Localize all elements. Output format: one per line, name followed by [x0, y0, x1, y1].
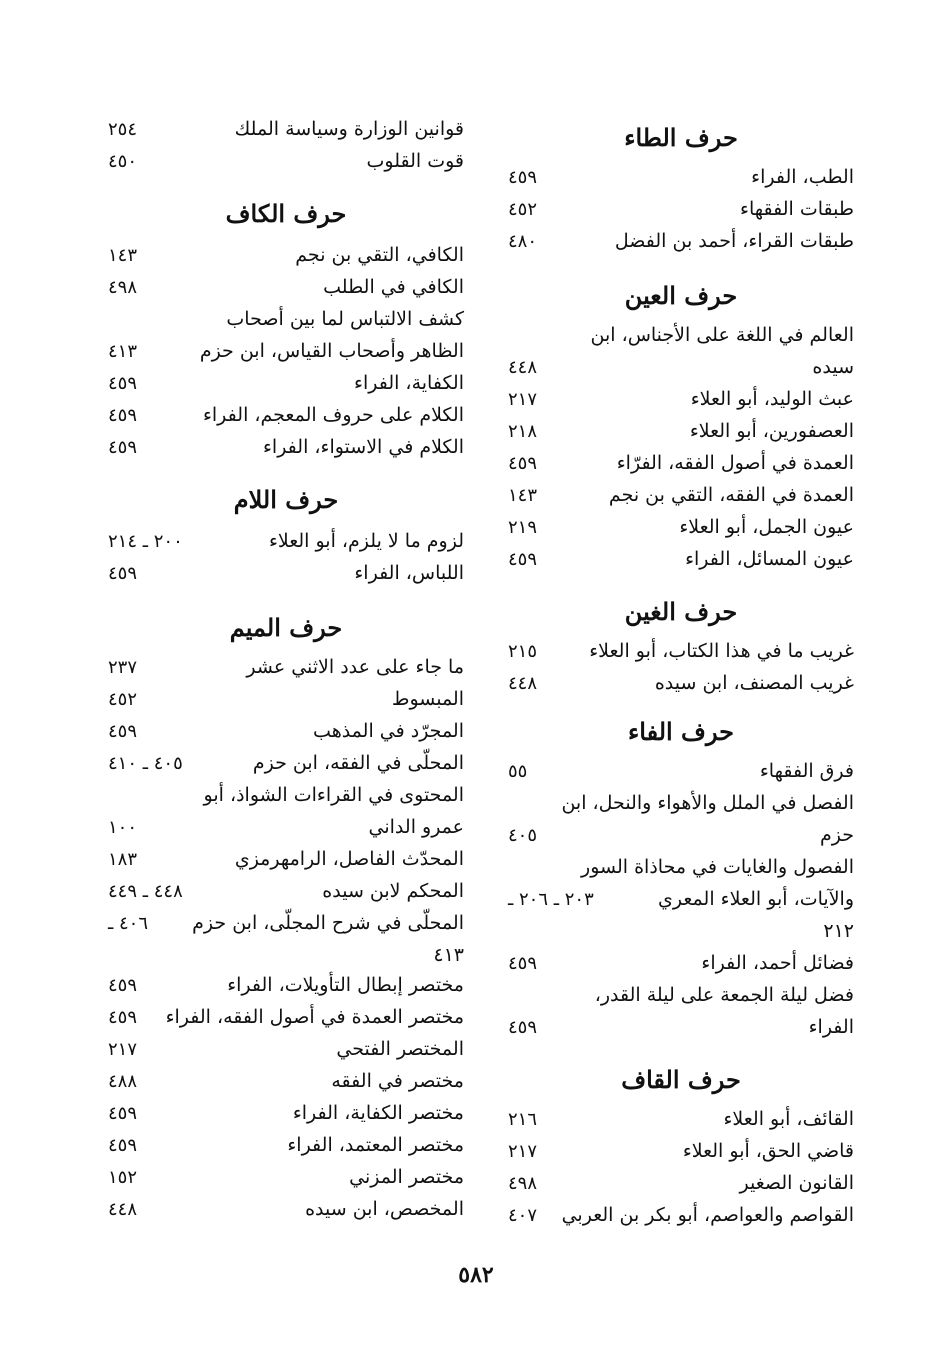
index-entry: [508, 1168, 854, 1199]
index-entry: [508, 480, 854, 511]
index-entry: [108, 304, 464, 335]
entry-pages: ٤٩٨: [508, 1173, 538, 1194]
entry-pages: ٤٥٢: [508, 199, 538, 220]
entry-pages: ٢١٦: [508, 1109, 538, 1130]
entry-title: قوت القلوب: [366, 150, 464, 172]
entry-pages: ٤٨٠: [508, 231, 538, 252]
index-entry: [108, 1130, 464, 1161]
index-entry: [508, 1200, 854, 1231]
entry-title: المحتوى في القراءات الشواذ، أبو: [203, 784, 464, 806]
entry-pages: ٤٠٥ ـ ٤١٠: [108, 753, 183, 774]
index-entry: [508, 788, 854, 819]
entry-title: مختصر المعتمد، الفراء: [287, 1134, 464, 1156]
entry-title: عيون الجمل، أبو العلاء: [679, 516, 854, 538]
entry-pages: ٤٥٠: [108, 151, 138, 172]
section-heading: حرف الكاف: [225, 199, 347, 228]
page-number: ٥٨٢: [458, 1262, 494, 1288]
index-entry: [108, 908, 464, 939]
index-entry: [108, 558, 464, 589]
entry-pages: ٤٥٩: [108, 975, 138, 996]
entry-pages: ٤٥٢: [108, 689, 138, 710]
entry-pages: ٢١٩: [508, 517, 538, 538]
entry-title: الفصول والغايات في محاذاة السور: [581, 856, 854, 878]
index-entry: [508, 1136, 854, 1167]
entry-title: العمدة في الفقه، التقي بن نجم: [608, 484, 854, 506]
index-entry: [108, 432, 464, 463]
entry-title: مختصر المزني: [349, 1166, 464, 1188]
entry-title: ٤١٣: [433, 944, 464, 966]
entry-title: الكلام في الاستواء، الفراء: [262, 436, 464, 458]
entry-title: العصفورين، أبو العلاء: [689, 420, 854, 442]
entry-pages: ٥٥: [508, 761, 528, 782]
entry-pages: ٢١٥: [508, 641, 538, 662]
entry-pages: ٢١٨: [508, 421, 538, 442]
index-entry: [508, 668, 854, 699]
index-entry: [508, 884, 854, 915]
index-entry: [108, 780, 464, 811]
entry-title: مختصر العمدة في أصول الفقه، الفراء: [165, 1006, 464, 1028]
entry-pages: ٤٥٩: [108, 563, 138, 584]
index-entry: [508, 320, 854, 351]
entry-title: ما جاء على عدد الاثني عشر: [246, 656, 464, 678]
index-entry: [108, 652, 464, 683]
entry-pages: ٤٥٩: [108, 373, 138, 394]
entry-title: مختصر في الفقه: [331, 1070, 464, 1092]
entry-title: عيون المسائل، الفراء: [685, 548, 854, 570]
index-entry: [108, 716, 464, 747]
entry-title: الفصل في الملل والأهواء والنحل، ابن: [561, 792, 854, 814]
entry-title: القائف، أبو العلاء: [723, 1108, 854, 1130]
entry-title: الكافي في الطلب: [323, 276, 464, 298]
index-entry: [508, 384, 854, 415]
entry-pages: ٢١٧: [508, 1141, 538, 1162]
entry-title: غريب ما في هذا الكتاب، أبو العلاء: [589, 640, 854, 662]
entry-pages: ٤٥٩: [508, 1017, 538, 1038]
entry-pages: ٤٤٨: [508, 357, 538, 378]
section-heading: حرف الفاء: [627, 717, 735, 746]
index-entry: [508, 756, 854, 787]
entry-title: فضل ليلة الجمعة على ليلة القدر،: [594, 984, 854, 1006]
entry-title: فرق الفقهاء: [759, 760, 854, 782]
section-heading: حرف العين: [624, 281, 738, 310]
entry-pages: ٤٤٨ ـ ٤٤٩: [108, 881, 183, 902]
entry-pages: ٤٠٧: [508, 1205, 538, 1226]
index-entry: [108, 146, 464, 177]
entry-pages: ٤٥٩: [108, 1007, 138, 1028]
entry-pages: ١٠٠: [108, 817, 138, 838]
entry-pages: ٤٥٩: [108, 1103, 138, 1124]
entry-pages: ٤٤٨: [508, 673, 538, 694]
entry-title: لزوم ما لا يلزم، أبو العلاء: [268, 530, 464, 552]
entry-pages: ٢٥٤: [108, 119, 138, 140]
entry-pages: ٤٥٩: [108, 437, 138, 458]
index-entry: [108, 940, 464, 971]
index-entry: [108, 400, 464, 431]
entry-title: حزم: [820, 824, 854, 846]
entry-pages: ٢٠٠ ـ ٢١٤: [108, 531, 183, 552]
index-entry: [108, 272, 464, 303]
entry-pages: ٤٥٩: [508, 549, 538, 570]
entry-title: الكلام على حروف المعجم، الفراء: [202, 404, 464, 426]
index-entry: [508, 512, 854, 543]
entry-pages: ٢١٧: [508, 389, 538, 410]
index-entry: [508, 980, 854, 1011]
entry-title: المحكم لابن سيده: [322, 880, 464, 902]
entry-pages: ٤١٣: [108, 341, 138, 362]
index-entry: [108, 1098, 464, 1129]
index-entry: [108, 684, 464, 715]
index-entry: [508, 544, 854, 575]
index-entry: [508, 916, 854, 947]
index-entry: [508, 948, 854, 979]
index-entry: [508, 448, 854, 479]
index-entry: [508, 226, 854, 257]
index-entry: [108, 1162, 464, 1193]
entry-pages: ٤٥٩: [508, 953, 538, 974]
index-entry: [108, 1002, 464, 1033]
entry-pages: ٤٠٥: [508, 825, 538, 846]
entry-title: طبقات القراء، أحمد بن الفضل: [614, 230, 854, 252]
entry-title: الظاهر وأصحاب القياس، ابن حزم: [199, 340, 464, 362]
index-entry: [108, 240, 464, 271]
entry-pages: ٢١٧: [108, 1039, 138, 1060]
section-heading: حرف اللام: [233, 485, 339, 514]
entry-pages: ٤٥٩: [108, 1135, 138, 1156]
entry-title: سيده: [812, 356, 854, 378]
section-heading: حرف القاف: [621, 1065, 741, 1094]
entry-pages: ١٥٢: [108, 1167, 138, 1188]
index-entry: [508, 416, 854, 447]
index-entry: [508, 194, 854, 225]
entry-title: طبقات الفقهاء: [740, 198, 854, 220]
index-entry: [108, 1066, 464, 1097]
entry-title: قاضي الحق، أبو العلاء: [682, 1140, 854, 1162]
index-entry: [508, 352, 854, 383]
section-heading: حرف الميم: [229, 613, 343, 642]
index-entry: [108, 114, 464, 145]
entry-pages: ١٨٣: [108, 849, 138, 870]
index-entry: [108, 876, 464, 907]
entry-pages: ٤٥٩: [108, 405, 138, 426]
entry-title: والآيات، أبو العلاء المعري: [658, 888, 854, 910]
index-entry: [108, 748, 464, 779]
section-heading: حرف الطاء: [624, 123, 738, 152]
entry-title: فضائل أحمد، الفراء: [701, 952, 854, 974]
entry-title: الطب، الفراء: [751, 166, 854, 188]
entry-title: اللباس، الفراء: [354, 562, 464, 584]
entry-title: القانون الصغير: [739, 1172, 854, 1194]
index-entry: [508, 162, 854, 193]
entry-pages: ١٤٣: [108, 245, 138, 266]
entry-title: المحلّى في شرح المجلّى، ابن حزم: [192, 912, 464, 934]
entry-title: مختصر الكفاية، الفراء: [292, 1102, 464, 1124]
index-entry: [108, 812, 464, 843]
entry-title: المخصص، ابن سيده: [305, 1198, 464, 1220]
entry-pages: ٤٥٩: [508, 453, 538, 474]
entry-title: قوانين الوزارة وسياسة الملك: [234, 118, 464, 140]
index-entry: [508, 852, 854, 883]
entry-pages: ٤٤٨: [108, 1199, 138, 1220]
entry-pages: ٤٥٩: [108, 721, 138, 742]
entry-pages: ٤٩٨: [108, 277, 138, 298]
index-entry: [108, 368, 464, 399]
index-entry: [508, 1012, 854, 1043]
entry-title: ٢١٢: [823, 920, 854, 942]
index-entry: [108, 1034, 464, 1065]
entry-pages: ٤٠٦ ـ: [108, 913, 149, 934]
entry-title: المحدّث الفاصل، الرامهرمزي: [234, 848, 464, 870]
entry-title: مختصر إبطال التأويلات، الفراء: [227, 974, 464, 996]
entry-title: المجرّد في المذهب: [313, 720, 464, 742]
index-entry: [508, 636, 854, 667]
entry-title: العمدة في أصول الفقه، الفرّاء: [616, 452, 854, 474]
entry-title: كشف الالتباس لما بين أصحاب: [226, 308, 464, 330]
entry-pages: ٢٣٧: [108, 657, 138, 678]
entry-pages: ١٤٣: [508, 485, 538, 506]
index-entry: [108, 526, 464, 557]
entry-title: المبسوط: [391, 688, 464, 710]
index-entry: [108, 336, 464, 367]
entry-title: المختصر الفتحي: [336, 1038, 464, 1060]
entry-pages: ٤٥٩: [508, 167, 538, 188]
index-entry: [508, 1104, 854, 1135]
entry-pages: ٤٨٨: [108, 1071, 138, 1092]
entry-title: غريب المصنف، ابن سيده: [654, 672, 854, 694]
index-entry: [508, 820, 854, 851]
index-entry: [108, 844, 464, 875]
entry-pages: ٢٠٣ ـ ٢٠٦ ـ: [508, 889, 594, 910]
entry-title: الفراء: [808, 1016, 854, 1038]
entry-title: عبث الوليد، أبو العلاء: [690, 388, 854, 410]
entry-title: عمرو الداني: [368, 816, 464, 838]
index-entry: [108, 1194, 464, 1225]
index-entry: [108, 970, 464, 1001]
entry-title: المحلّى في الفقه، ابن حزم: [252, 752, 464, 774]
entry-title: القواصم والعواصم، أبو بكر بن العربي: [561, 1204, 854, 1226]
entry-title: العالم في اللغة على الأجناس، ابن: [590, 324, 854, 346]
entry-title: الكفاية، الفراء: [354, 372, 464, 394]
entry-title: الكافي، التقي بن نجم: [295, 244, 464, 266]
section-heading: حرف الغين: [624, 597, 738, 626]
